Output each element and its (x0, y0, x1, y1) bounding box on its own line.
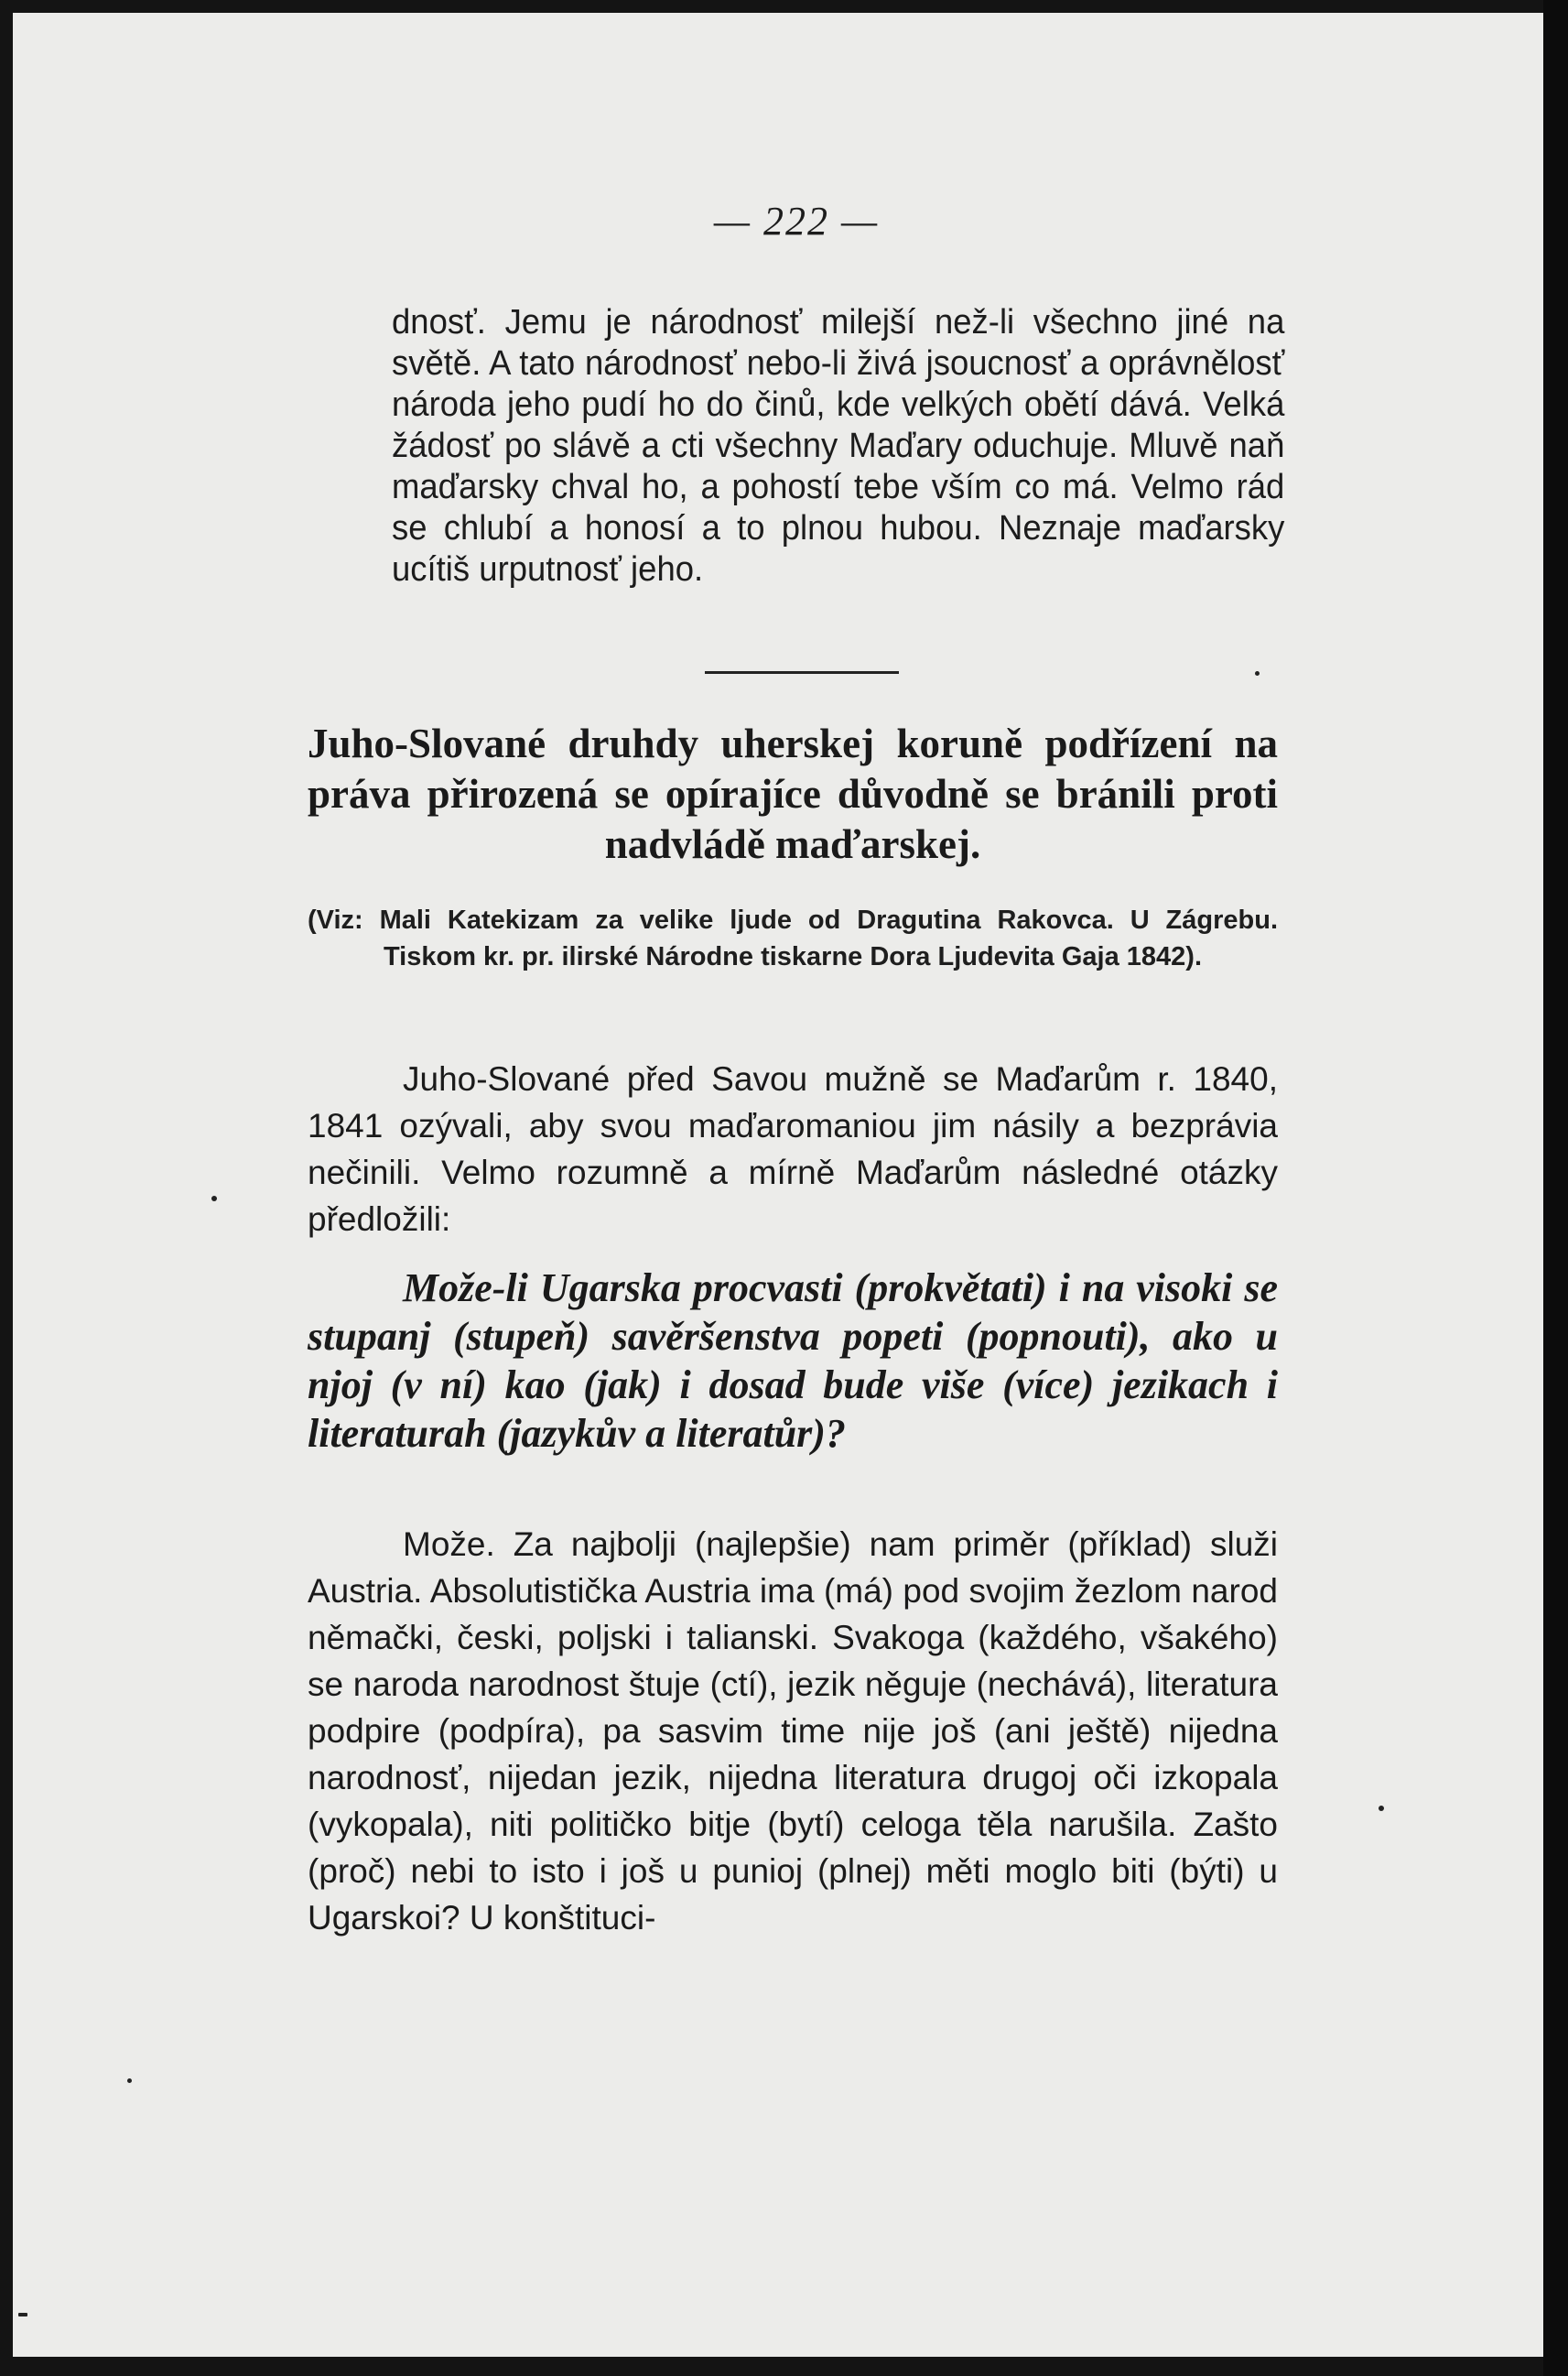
scan-edge (1543, 0, 1568, 2376)
scan-speck (211, 1196, 217, 1201)
third-paragraph-block (308, 1521, 1278, 1941)
scan-speck (127, 2078, 132, 2083)
citation: (Viz: Mali Katekizam za velike ljude od Dragutina Rakovca. U Zágrebu. Tiskom kr. pr. ilirské Národne tiskarne Dora Ljudevita Gaja 1842). (308, 906, 1278, 971)
second-paragraph: Juho-Slované před Savou mužně se Maďarům r. 1840, 1841 ozývali, aby svou maďaromaniou jim násily a bezprávia nečinili. Velmo rozumně a mírně Maďarům následné otázky předložili: (308, 1060, 1278, 1238)
question-paragraph: Može-li Ugarska procvasti (prokvětati) i na visoki se stupanj (stupeň) savěršenstva popeti (popnouti), ako u njoj (v ní) kao (jak) i dosad bude više (více) jezikach i literaturah (jazykův a literatůr)? (308, 1265, 1278, 1456)
scan-speck (1379, 1806, 1384, 1811)
scan-speck (1255, 671, 1260, 676)
section-divider (705, 671, 899, 674)
scan-speck (18, 2313, 27, 2316)
opening-paragraph: dnosť. Jemu je národnosť milejší než-li všechno jiné na světě. A tato národnosť nebo-li živá jsoucnosť a oprávnělosť národa jeho pudí ho do činů, kde velkých obětí dává. Velká žádosť po slávě a cti všechny Maďary oduchuje. Mluvě naň maďarsky chval ho, a pohostí tebe vším co má. Velmo rád se chlubí a honosí a to plnou hubou. Neznaje maďarsky ucítiš urputnosť jeho. (392, 303, 1285, 589)
third-paragraph: Može. Za najbolji (najlepšie) nam priměr (příklad) služi Austria. Absolutistička Austria ima (má) pod svojim žezlom narod němački, česki, poljski i talianski. Svakoga (každého, všakého) se naroda narodnost štuje (ctí), jezik něguje (nechává), literatura podpire (podpíra), pa sasvim time nije još (ani ještě) nijedna narodnosť, nijedan jezik, nijedna literatura drugoj oči izkopala (vykopala), niti političko bitje (bytí) celoga těla narušila. Zašto (proč) nebi to isto i još u punioj (plnej) měti moglo biti (býti) u Ugarskoi? U konštituci- (308, 1525, 1278, 1937)
page-number: — 222 — (713, 199, 880, 244)
section-heading: Juho-Slované druhdy uherskej koruně podřízení na práva přirozená se opírajíce důvodně se bránili proti nadvládě maďarskej. (308, 721, 1278, 867)
opening-paragraph-block (392, 302, 1285, 591)
second-paragraph-block (308, 1056, 1278, 1242)
